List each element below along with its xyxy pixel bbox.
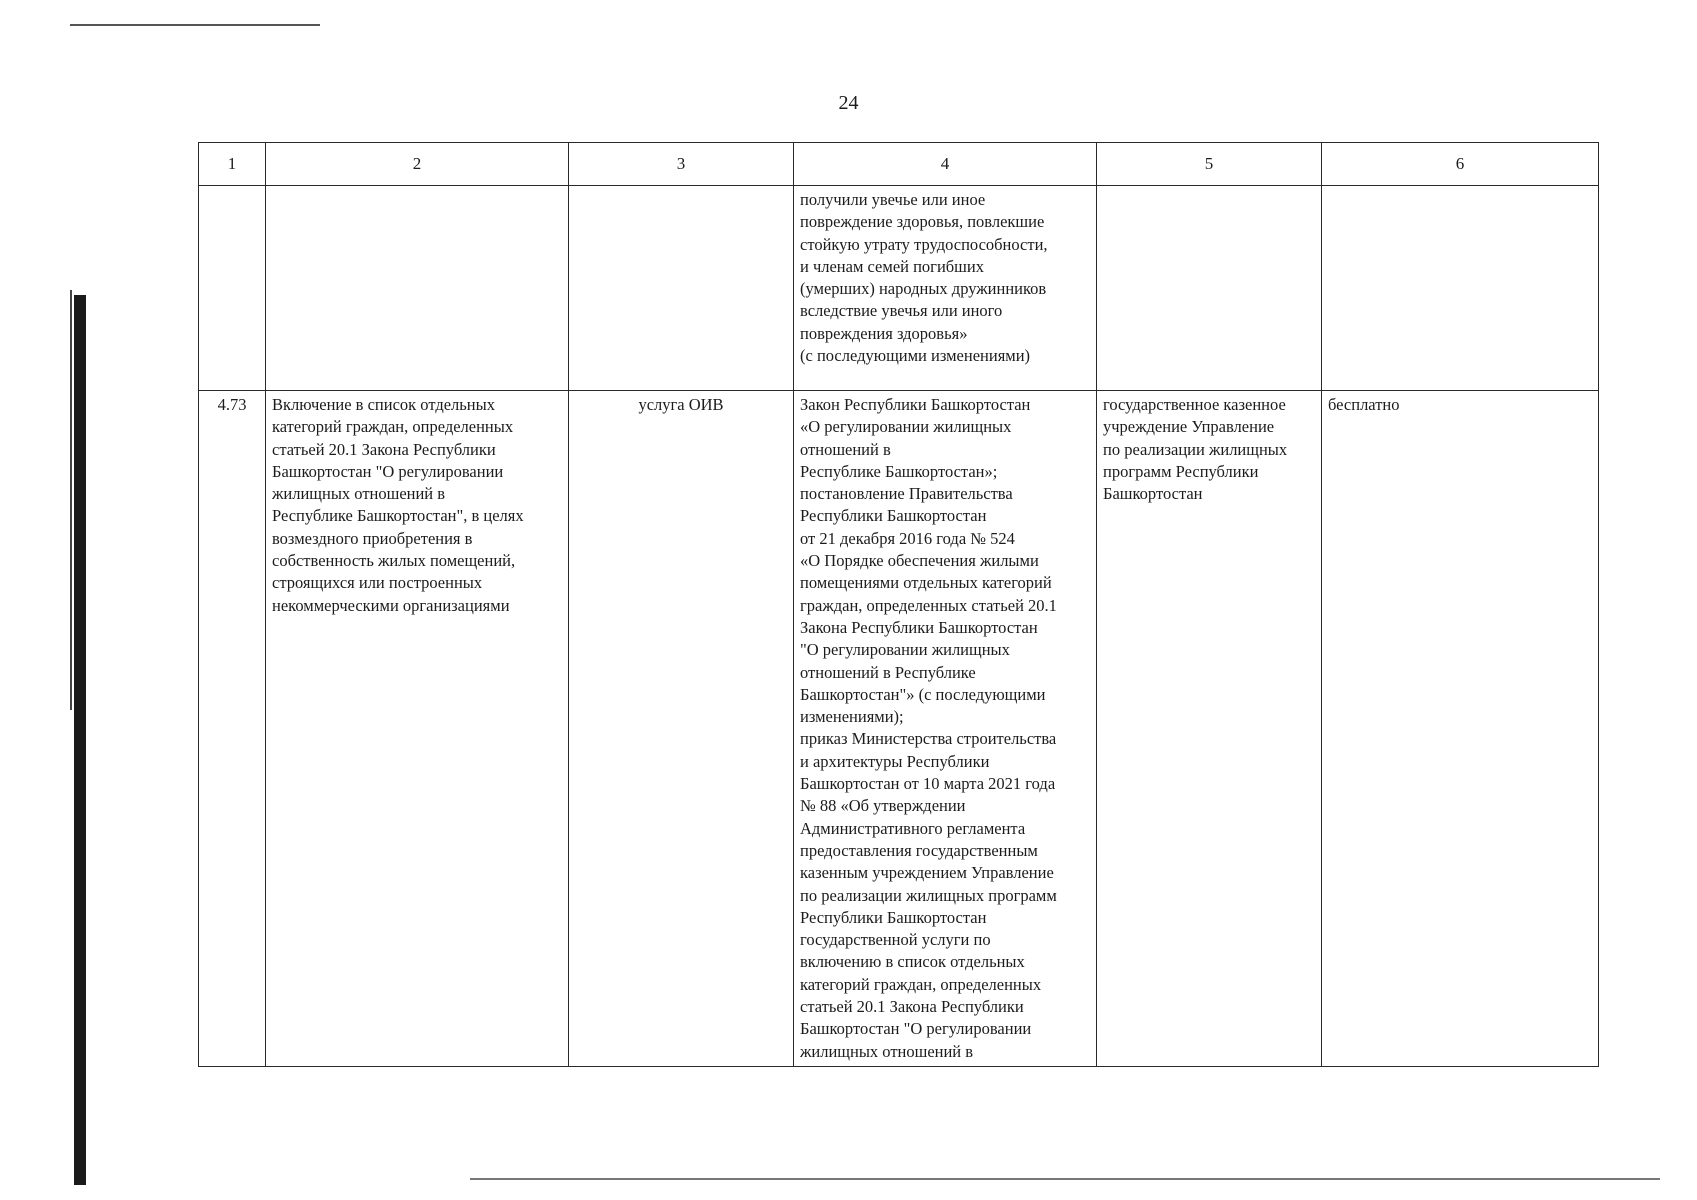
text-line: "О регулировании жилищных xyxy=(800,640,1010,660)
text-line: № 88 «Об утверждении xyxy=(800,796,966,816)
text-line: некоммерческими организациями xyxy=(272,595,510,615)
text-line: Республике Башкортостан»; xyxy=(800,461,998,481)
text-line: и архитектуры Республики xyxy=(800,751,990,771)
cont-col-2 xyxy=(266,186,569,391)
text-line: (с последующими изменениями) xyxy=(800,346,1031,366)
text-line: государственное казенное xyxy=(1103,395,1286,414)
header-col-2: 2 xyxy=(266,143,569,186)
text-line: и членам семей погибших xyxy=(800,256,984,276)
text-line: строящихся или построенных xyxy=(272,573,483,593)
text-line: жилищных отношений в xyxy=(800,1041,974,1061)
table-row-4-73 xyxy=(199,391,1599,1067)
text-line: отношений в xyxy=(800,439,891,459)
services-table xyxy=(198,142,1599,1067)
cont-col-1 xyxy=(199,186,266,391)
header-col-4: 4 xyxy=(794,143,1097,186)
cont-col-3 xyxy=(569,186,794,391)
scan-artifact-left-thin-line xyxy=(70,290,72,710)
text-line: предоставления государственным xyxy=(800,840,1038,860)
text-line: повреждение здоровья, повлекшие xyxy=(800,212,1045,232)
provider-cell xyxy=(1097,391,1322,1067)
header-col-6: 6 xyxy=(1322,143,1599,186)
text-line: государственной услуги по xyxy=(800,930,991,950)
text-line: Административного регламента xyxy=(800,818,1026,838)
text-line: Башкортостан "О регулировании xyxy=(272,461,504,481)
text-line: помещениями отдельных категорий xyxy=(800,573,1052,593)
service-type-cell: услуга ОИВ xyxy=(569,391,794,1067)
scan-artifact-bottom-line xyxy=(470,1178,1660,1180)
text-line: Республики Башкортостан xyxy=(800,907,987,927)
text-line: «О Порядке обеспечения жилыми xyxy=(800,551,1039,571)
scan-artifact-left-bar xyxy=(74,295,86,1185)
text-line: (умерших) народных дружинников xyxy=(800,279,1047,299)
legal-basis-cell xyxy=(794,391,1097,1067)
text-line: Включение в список отдельных xyxy=(272,395,495,414)
text-line: постановление Правительства xyxy=(800,484,1013,504)
text-line: казенным учреждением Управление xyxy=(800,863,1054,883)
text-line: Закон Республики Башкортостан xyxy=(800,395,1031,414)
text-line: стойкую утрату трудоспособности, xyxy=(800,234,1048,254)
header-col-5: 5 xyxy=(1097,143,1322,186)
fee-cell: бесплатно xyxy=(1322,391,1599,1067)
text-line: Башкортостан xyxy=(1103,484,1203,504)
text-line: категорий граждан, определенных xyxy=(800,974,1042,994)
service-name-cell xyxy=(266,391,569,1067)
text-line: программ Республики xyxy=(1103,461,1259,481)
text-line: Башкортостан"» (с последующими xyxy=(800,684,1046,704)
text-line: возмездного приобретения в xyxy=(272,528,473,548)
text-line: вследствие увечья или иного xyxy=(800,301,1003,321)
table-row-continuation xyxy=(199,186,1599,391)
text-line: по реализации жилищных программ xyxy=(800,885,1057,905)
text-line: учреждение Управление xyxy=(1103,417,1275,437)
text-line: граждан, определенных статьей 20.1 xyxy=(800,595,1057,615)
row-number: 4.73 xyxy=(199,391,266,1067)
text-line: получили увечье или иное xyxy=(800,190,986,209)
text-line: Башкортостан от 10 марта 2021 года xyxy=(800,774,1056,794)
text-line: статьей 20.1 Закона Республики xyxy=(800,997,1024,1017)
text-line: собственность жилых помещений, xyxy=(272,551,516,571)
cont-col-6 xyxy=(1322,186,1599,391)
text-line: Закона Республики Башкортостан xyxy=(800,617,1038,637)
text-line: статьей 20.1 Закона Республики xyxy=(272,439,496,459)
text-line: изменениями); xyxy=(800,707,904,727)
table-header-row xyxy=(199,143,1599,186)
text-line: повреждения здоровья» xyxy=(800,323,968,343)
cont-col-5 xyxy=(1097,186,1322,391)
text-line: Республике Башкортостан", в целях xyxy=(272,506,524,526)
text-line: приказ Министерства строительства xyxy=(800,729,1057,749)
text-line: от 21 декабря 2016 года № 524 xyxy=(800,528,1015,548)
header-col-3: 3 xyxy=(569,143,794,186)
text-line: Республики Башкортостан xyxy=(800,506,987,526)
cont-col-4 xyxy=(794,186,1097,391)
text-line: по реализации жилищных xyxy=(1103,439,1288,459)
text-line: Башкортостан "О регулировании xyxy=(800,1019,1032,1039)
text-line: жилищных отношений в xyxy=(272,484,446,504)
scan-artifact-top-line xyxy=(70,24,320,26)
text-line: «О регулировании жилищных xyxy=(800,417,1012,437)
text-line: категорий граждан, определенных xyxy=(272,417,514,437)
header-col-1: 1 xyxy=(199,143,266,186)
text-line: отношений в Республике xyxy=(800,662,976,682)
page-number: 24 xyxy=(838,92,859,114)
text-line: включению в список отдельных xyxy=(800,952,1025,972)
